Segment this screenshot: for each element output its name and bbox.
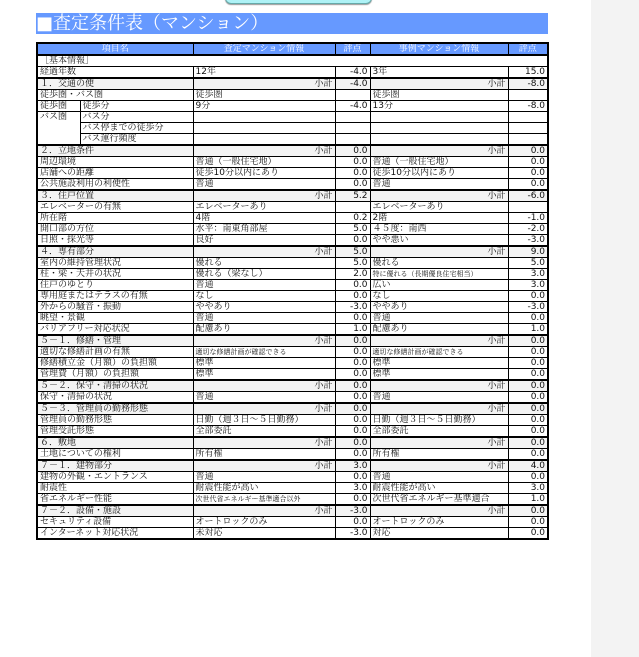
assessment-table — [36, 42, 549, 540]
header-subject-info: 査定マンション情報 — [193, 43, 335, 55]
table-row: 保守・清掃の状況 普通 0.0 普通 0.0 — [37, 392, 548, 404]
header-item: 項目名 — [37, 43, 193, 55]
header-comp-score: 評点 — [508, 43, 548, 55]
table-row: 外からの騒音・振動 ややあり -3.0 ややあり -3.0 — [37, 302, 548, 313]
table-row: 修繕積立金（月額）の負担額 標準 0.0 標準 0.0 — [37, 358, 548, 369]
table-row: 室内の維持管理状況 優れる 5.0 優れる 5.0 — [37, 258, 548, 269]
table-row: 柱・梁・天井の状況 優れる（梁なし） 2.0 特に優れる（長期優良住宅相当） 3.0 — [37, 269, 548, 280]
table-row: バス運行頻度 — [37, 134, 548, 146]
table-row: 適切な修繕計画の有無 適切な修繕計画が確認できる 0.0 適切な修繕計画が確認できる 0.0 — [37, 347, 548, 358]
table-row: エレベーターの有無 エレベーターあり エレベーターあり — [37, 202, 548, 213]
table-row: 建物の外観・エントランス 普通 0.0 普通 0.0 — [37, 472, 548, 483]
section-row: ５－１．修繕・管理 小計 0.0 小計 0.0 — [37, 335, 548, 347]
table-row: 土地についての権利 所有権 0.0 所有権 0.0 — [37, 449, 548, 461]
table-row: インターネット対応状況 未対応 -3.0 対応 0.0 — [37, 528, 548, 540]
table-row: 日照・採光等 良好 0.0 やや悪い -3.0 — [37, 235, 548, 247]
top-nav-button[interactable] — [225, 0, 372, 4]
section-row: ５－２．保守・清掃の状況 小計 0.0 小計 0.0 — [37, 380, 548, 392]
section-row: ４．専有部分 小計 5.0 小計 9.0 — [37, 246, 548, 258]
page-title: ■査定条件表（マンション） — [36, 13, 548, 34]
table-row: 専用庭またはテラスの有無 なし 0.0 なし 0.0 — [37, 291, 548, 302]
table-row: 開口部の方位 水平：南東角部屋 5.0 ４５度：南西 -2.0 — [37, 224, 548, 235]
table-row: 公共施設利用の利便性 普通 0.0 普通 0.0 — [37, 179, 548, 191]
table-row: 管理受託形態 全部委託 0.0 全部委託 0.0 — [37, 426, 548, 438]
table-row: 管理員の勤務形態 日勤（週３日～５日勤務） 0.0 日勤（週３日～５日勤務） 0.0 — [37, 415, 548, 426]
table-row: 徒歩圏・バス圏 徒歩圏 徒歩圏 — [37, 90, 548, 101]
table-row: セキュリティ設備 オートロックのみ 0.0 オートロックのみ 0.0 — [37, 517, 548, 528]
basic-info-label: ［基本情報］ — [37, 55, 548, 67]
table-row: 管理費（月額）の負担額 標準 0.0 標準 0.0 — [37, 369, 548, 381]
table-row: 所在階 4階 0.2 2階 -1.0 — [37, 213, 548, 224]
basic-info-row — [37, 55, 548, 67]
section-row: ５－３．管理員の勤務形態 小計 0.0 小計 0.0 — [37, 403, 548, 415]
section-row: ２．立地条件 小計 0.0 小計 0.0 — [37, 145, 548, 157]
table-row: バリアフリー対応状況 配慮あり 1.0 配慮あり 1.0 — [37, 324, 548, 336]
header-subject-score: 評点 — [335, 43, 370, 55]
section-row: ７－２．設備・施設 小計 -3.0 小計 0.0 — [37, 505, 548, 517]
table-row: 眺望・景観 普通 0.0 普通 0.0 — [37, 313, 548, 324]
table-row: 住戸のゆとり 普通 0.0 広い 3.0 — [37, 280, 548, 291]
table-row: バス停までの徒歩分 — [37, 123, 548, 134]
section-row: ７－１．建物部分 小計 3.0 小計 4.0 — [37, 460, 548, 472]
table-row: 店舗への距離 徒歩10分以内にあり 0.0 徒歩10分以内にあり 0.0 — [37, 168, 548, 179]
section-row: １．交通の便 小計 -4.0 小計 -8.0 — [37, 78, 548, 90]
section-row: ３．住戸位置 小計 5.2 小計 -6.0 — [37, 190, 548, 202]
table-header — [37, 43, 548, 55]
right-side-panel — [591, 0, 639, 657]
table-row: 徒歩圏 徒歩分 9分 -4.0 13分 -8.0 — [37, 101, 548, 112]
table-row: 耐震性 耐震性能が高い 3.0 耐震性能が高い 3.0 — [37, 483, 548, 494]
section-row: ６．敷地 小計 0.0 小計 0.0 — [37, 437, 548, 449]
table-row: バス圏 バス分 — [37, 112, 548, 123]
table-row: 省エネルギー性能 次世代省エネルギー基準適合以外 0.0 次世代省エネルギー基準適合 1.0 — [37, 494, 548, 506]
header-comp-info: 事例マンション情報 — [370, 43, 508, 55]
table-row: 周辺環境 普通（一般住宅地） 0.0 普通（一般住宅地） 0.0 — [37, 157, 548, 168]
table-row: 経過年数 12年 -4.0 3年 15.0 — [37, 67, 548, 79]
